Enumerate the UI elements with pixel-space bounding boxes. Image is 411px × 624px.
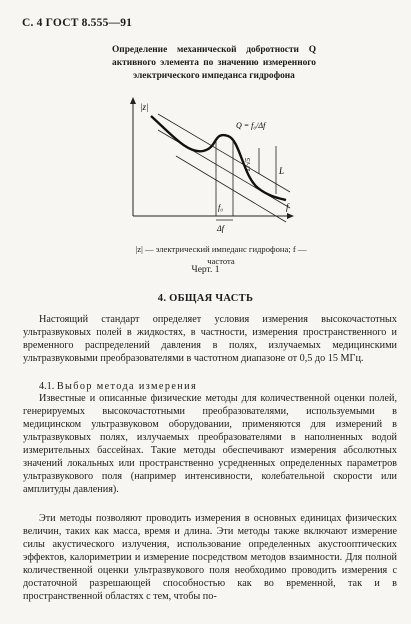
paragraph-3: Эти методы позволяют проводить измерения в основных единицах физических величин, таких как масса, время и длина. Эти методы также включают измерение силы акустического излучения, использование определенных акустооптических эффектов, калориметрии и измерение посредством методов взаимности. Для полной количественной оценки ультразвукового поля необходимо проводить измерения с достаточной разрешающей способностью как во временной, так и в пространственной областях с тем, чтобы по-: [23, 513, 397, 602]
formula-label: Q = f₀/Δf: [236, 121, 266, 130]
subsection-title: Выбор метода измерения: [56, 381, 198, 392]
x-axis-arrow: [287, 213, 294, 219]
impedance-figure: [118, 96, 298, 236]
y-axis-arrow: [130, 97, 136, 104]
impedance-curve: [151, 116, 286, 200]
page-header: С. 4 ГОСТ 8.555—91: [22, 17, 133, 29]
x-axis-label: f: [286, 202, 289, 212]
figure-number: Черт. 1: [191, 265, 220, 275]
paragraph-2: Известные и описанные физические методы для количественной оценки полей, генерируемых высокочастотными преобразователями, используемыми в медицинском ультразвуковом оборудовании, применяются для измерений в ультразвуковых полях, излучаемых преобразователями в наполненных водой измерительных бассейнах. Такие методы обеспечивают измерения абсолютных значений локальных или пространственно усредненных определенных параметров ультразвукового поля (например интенсивности, колебательной скорости или амплитуды давления).: [23, 393, 397, 495]
f0-label: f₀: [218, 203, 224, 212]
section-title: 4. ОБЩАЯ ЧАСТЬ: [157, 293, 254, 304]
L-label: L: [279, 166, 285, 176]
figure-legend: |z| — электрический импеданс гидрофона; f — частота: [135, 244, 307, 266]
df-label: Δf: [217, 224, 224, 233]
figure-caption: Определение механической добротности Q активного элемента по значению измеренного электрического импеданса гидрофона: [112, 45, 316, 81]
guide-line-upper: [158, 114, 290, 192]
subsection-number: 4.1.: [39, 381, 55, 392]
y-axis-label: |z|: [140, 102, 149, 112]
guide-line-lower: [176, 156, 286, 222]
L-over-sqrt5-label: L/√5: [244, 157, 252, 171]
paragraph-1: Настоящий стандарт определяет условия измерения высокочастотных ультразвуковых полей в жидкостях, в частности, измерения пространственного и временного распределений давления в полях, излучаемых медицинскими ультразвуковыми преобразователями в частотном диапазоне от 0,5 до 15 МГц.: [23, 314, 397, 364]
